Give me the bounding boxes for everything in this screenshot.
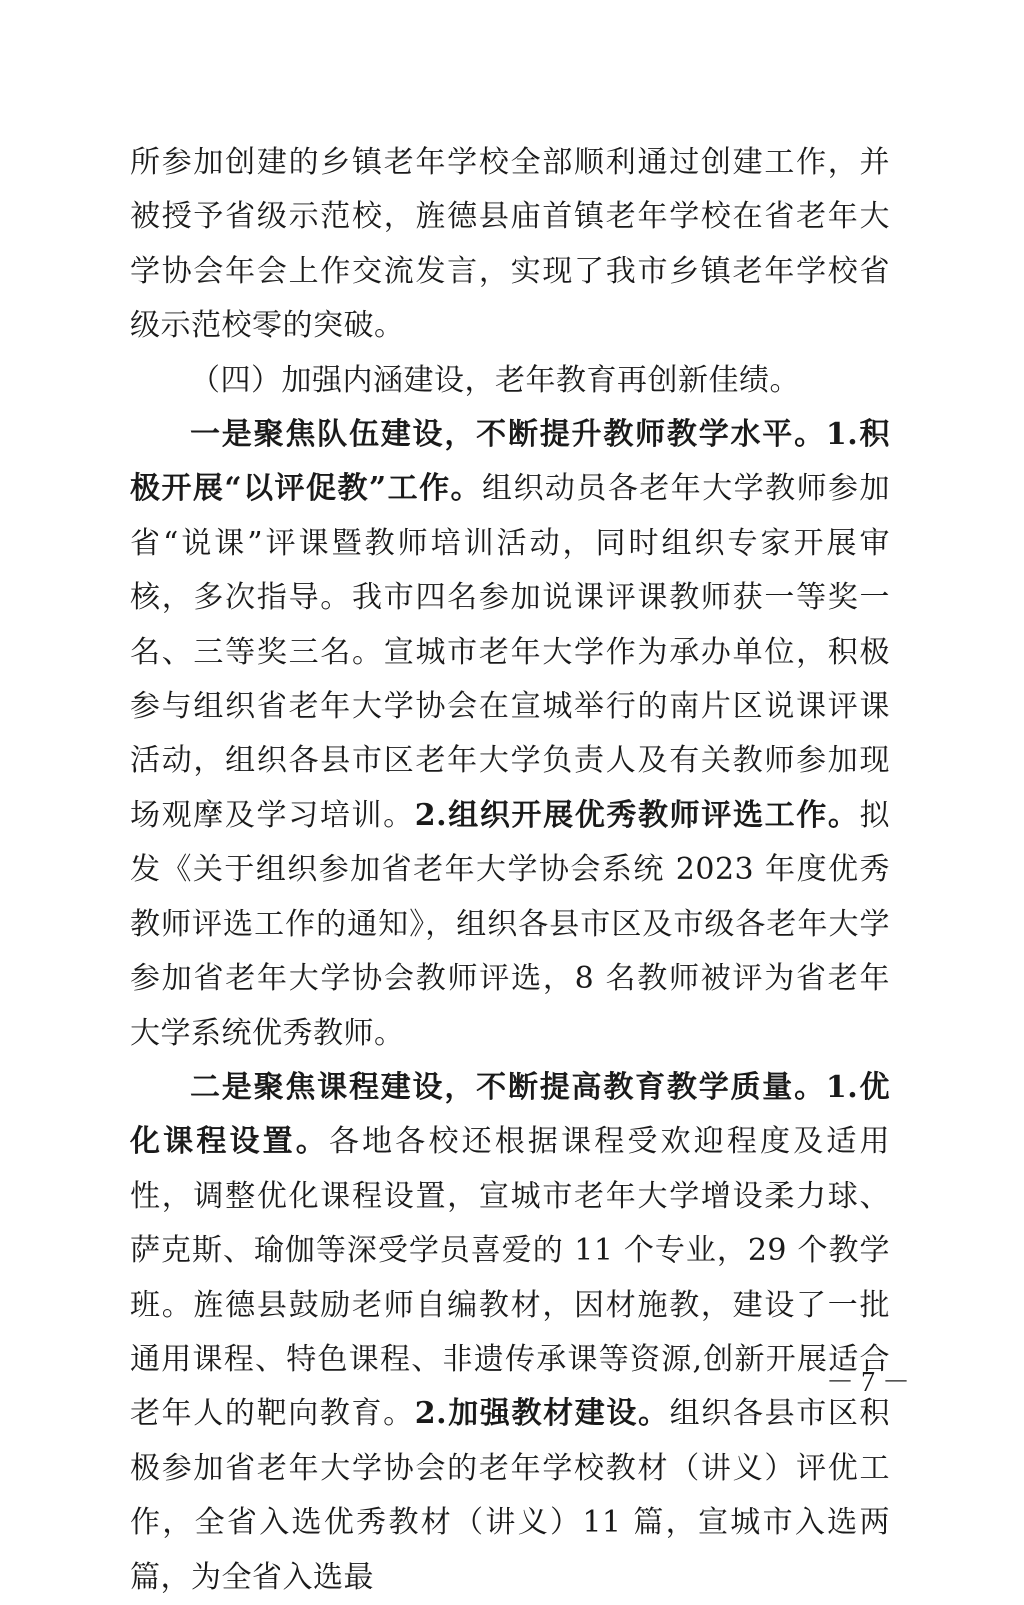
text-run: 组织动员各老年大学教师参加省“说课”评课暨教师培训活动，同时组织专家开展审核，多次指导。我市四名参加说课评课教师获一等奖一名、三等奖三名。宣城市老年大学作为承办单位，积极参与组织省老年大学协会在宣城举行的南片区说课评课活动，组织各县市区老年大学负责人及有关教师参加现场观摩及学习培训。 — [130, 471, 891, 833]
paragraph-2-heading — [130, 354, 890, 408]
paragraph-1 — [130, 136, 890, 354]
paragraph-4 — [130, 1061, 890, 1605]
bold-lead: 2.组织开展优秀教师评选工作。 — [414, 797, 860, 833]
bold-lead: 2.加强教材建设。 — [414, 1396, 670, 1432]
text-run: 拟发《关于组织参加省老年大学协会系统 2023 年度优秀教师评选工作的通知》，组织各县市区及市级各老年大学参加省老年大学协会教师评选，8 名教师被评为省老年大学系统优秀教师。 — [130, 797, 890, 1051]
text-run: 所参加创建的乡镇老年学校全部顺利通过创建工作，并被授予省级示范校，旌德县庙首镇老年学校在省老年大学协会年会上作交流发言，实现了我市乡镇老年学校省级示范校零的突破。 — [130, 145, 890, 344]
text-run: 各地各校还根据课程受欢迎程度及适用性，调整优化课程设置，宣城市老年大学增设柔力球、萨克斯、瑜伽等深受学员喜爱的 11 个专业，29 个教学班。旌德县鼓励老师自编教材，因材施教，建设了一批通用课程、特色课程、非遗传承课等资源,创新开展适合老年人的靶向教育。 — [130, 1124, 891, 1432]
text-run: 组织各县市区积极参加省老年大学协会的老年学校教材（讲义）评优工作，全省入选优秀教材（讲义）11 篇，宣城市入选两篇，为全省入选最 — [130, 1396, 890, 1595]
section-heading: （四）加强内涵建设，老年教育再创新佳绩。 — [190, 362, 800, 398]
paragraph-3 — [130, 408, 890, 1061]
body-text — [130, 136, 890, 1605]
bold-lead: 二是聚焦课程建设，不断提高教育教学质量。1.优化课程设置。 — [130, 1069, 890, 1160]
bold-lead: 一是聚焦队伍建设，不断提升教师教学水平。1.积极开展“以评促教”工作。 — [130, 417, 890, 507]
page-number: － 7 － — [826, 1367, 911, 1398]
